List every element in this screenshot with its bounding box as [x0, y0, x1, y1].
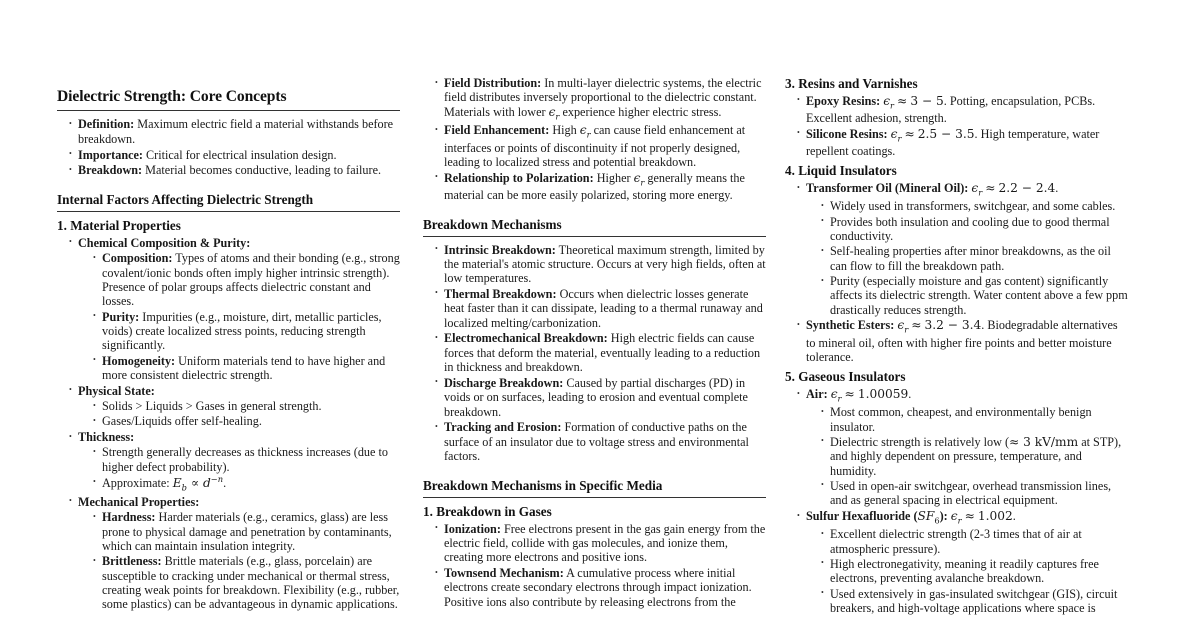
item-label: Relationship to Polarization:	[444, 170, 594, 185]
resins-list	[785, 94, 1128, 159]
item-text: Critical for electrical insulation design.	[142, 147, 337, 162]
item-text: Maximum electric field a material withstands before breakdown.	[78, 117, 394, 146]
item-text: Strength generally decreases as thickness increases (due to higher defect probability).	[102, 445, 388, 474]
list-item	[821, 557, 1128, 586]
list-item	[821, 274, 1128, 317]
material-properties-list	[57, 236, 400, 612]
chemical-composition-sublist	[78, 251, 400, 382]
list-item	[821, 199, 1128, 213]
item-text: Formation of conductive paths on the surface of an insulator due to voltage stress and environmental factors.	[444, 420, 749, 464]
item-text: Approximate:	[102, 476, 173, 491]
gas-breakdown-list	[423, 522, 766, 609]
list-item	[69, 117, 400, 146]
value-range: 2.5 − 3.5	[917, 126, 975, 141]
item-text-post: can cause field enhancement at interfaces or points of discontinuity if not properly designed, leading to localized stress and potential breakdown.	[444, 123, 746, 169]
list-item	[435, 76, 766, 122]
item-text: Widely used in transformers, switchgear, and some cables.	[830, 199, 1116, 214]
subsection-resins-varnishes: 3. Resins and Varnishes	[785, 76, 918, 91]
item-label: Homogeneity:	[102, 353, 176, 368]
physical-state-sublist	[78, 399, 400, 429]
list-item	[797, 509, 1128, 615]
item-label: Physical State:	[78, 383, 155, 398]
mechanical-properties-sublist	[78, 510, 400, 611]
item-text: A cumulative process where initial electrons create secondary electrons through impact ionization. Positive ions also contribute by releasing electrons from the	[444, 566, 752, 609]
section-rule	[423, 236, 766, 237]
item-text: Types of atoms and their bonding (e.g., strong covalent/ionic bonds often imply higher intrinsic strength). Presence of polar groups affects dielectric constant and losses.	[102, 251, 400, 309]
symbol-epsilon-r: $\epsilon_r$	[971, 181, 983, 198]
list-item	[69, 163, 400, 177]
list-item	[69, 430, 400, 493]
section-heading-specific-media: Breakdown Mechanisms in Specific Media	[423, 477, 663, 493]
subsection-breakdown-in-gases: 1. Breakdown in Gases	[423, 503, 552, 519]
list-item	[797, 387, 1128, 507]
item-label: Epoxy Resins:	[806, 93, 881, 108]
item-text-post: experience higher electric stress.	[559, 104, 722, 119]
list-item	[93, 354, 400, 383]
formula-sf6: $SF_6$	[917, 509, 940, 526]
item-text: . Potting, encapsulation, PCBs. Excellent adhesion, strength.	[806, 93, 1096, 126]
item-text-mid: at STP), and highly dependent on pressure, temperature, and humidity.	[830, 434, 1122, 478]
subsection-gaseous-insulators: 5. Gaseous Insulators	[785, 369, 906, 385]
item-label: Thermal Breakdown:	[444, 286, 557, 301]
item-label: Silicone Resins:	[806, 126, 888, 141]
item-label: Thickness:	[78, 430, 135, 445]
item-text: Purity (especially moisture and gas content) significantly affects its dielectric strength. Water content above a few ppm drastically reduces strength.	[830, 274, 1128, 317]
list-item	[797, 94, 1128, 126]
item-text-pre: In multi-layer dielectric systems, the electric field distributes inversely proportional to the dielectric constant. Materials with lower	[444, 76, 762, 119]
item-label-pre: Sulfur Hexafluoride (	[806, 509, 918, 524]
item-text-tail: .	[908, 387, 912, 402]
item-text: Occurs when dielectric losses generate heat faster than it can dissipate, leading to a thermal runaway and localized melting/carbonization.	[444, 286, 763, 330]
value-range: 3 − 5	[910, 93, 944, 108]
symbol-epsilon-r: $\epsilon_r$	[890, 126, 902, 144]
item-label: Intrinsic Breakdown:	[444, 242, 556, 257]
item-label: Air:	[806, 387, 828, 402]
list-item	[821, 435, 1128, 478]
list-item	[435, 287, 766, 330]
item-text-pre: High	[549, 123, 580, 138]
section-heading-internal-factors: Internal Factors Affecting Dielectric Strength	[57, 192, 314, 208]
item-label: Hardness:	[102, 510, 156, 525]
symbol-epsilon-r: $\epsilon_r$	[633, 170, 645, 188]
item-text: Solids > Liquids > Gases in general strength.	[102, 399, 322, 413]
list-item	[93, 399, 400, 413]
list-item	[435, 376, 766, 419]
item-label: Breakdown:	[78, 163, 143, 178]
relation-approx: ≈	[904, 126, 915, 141]
item-label: Tracking and Erosion:	[444, 420, 562, 435]
core-concepts-list	[57, 117, 400, 177]
relation-approx: ≈	[897, 93, 908, 108]
list-item	[93, 251, 400, 308]
list-item	[93, 510, 400, 553]
list-item	[435, 171, 766, 203]
list-item	[435, 522, 766, 565]
subsection-liquid-insulators: 4. Liquid Insulators	[785, 163, 897, 179]
list-item	[435, 331, 766, 374]
relation-approx: ≈	[985, 181, 996, 196]
list-item	[435, 123, 766, 169]
list-item	[69, 495, 400, 612]
list-item	[69, 384, 400, 429]
item-text: Harder materials (e.g., ceramics, glass) are less prone to physical damage and penetration by contaminants, which can maintain insulation integrity.	[102, 510, 392, 553]
item-text: Gases/Liquids offer self-healing.	[102, 414, 262, 429]
transformer-oil-sublist	[806, 199, 1128, 317]
list-item	[93, 414, 400, 428]
list-item	[797, 127, 1128, 159]
item-label: Composition:	[102, 251, 173, 266]
item-text: . Biodegradable alternatives to mineral oil, often with higher fire points and better moisture tolerance.	[806, 318, 1118, 364]
column-3	[785, 0, 1128, 626]
list-item	[435, 566, 766, 609]
column-2	[423, 0, 766, 626]
sf6-sublist	[806, 527, 1128, 615]
item-label: Mechanical Properties:	[78, 494, 200, 509]
item-label: Definition:	[78, 117, 135, 132]
symbol-epsilon-r: $\epsilon_r$	[830, 387, 842, 404]
item-text: Brittle materials (e.g., glass, porcelain) are susceptible to cracking under mechanical or thermal stress, creating weak points for breakdown. Flexibility (e.g., rubber, some plastics) can be advantageous in dynamic applications.	[102, 554, 400, 612]
item-text: Used in open-air switchgear, overhead transmission lines, and as general spacing in electrical equipment.	[830, 478, 1112, 508]
item-text: Free electrons present in the gas gain energy from the electric field, collide with gas molecules, and ionize them, creating more electrons and positive ions.	[444, 521, 766, 565]
list-item	[821, 479, 1128, 508]
item-text-tail: .	[223, 476, 227, 491]
item-text: Provides both insulation and cooling due to good thermal conductivity.	[830, 214, 1110, 244]
item-text: High electronegativity, meaning it readily captures free electrons, preventing avalanche breakdown.	[830, 556, 1099, 586]
page-title: Dielectric Strength: Core Concepts	[57, 88, 287, 105]
item-label: Purity:	[102, 309, 140, 324]
relation-approx: ≈	[964, 509, 975, 524]
list-item	[821, 405, 1128, 434]
item-text: Material becomes conductive, leading to failure.	[142, 163, 382, 178]
symbol-epsilon-r: $\epsilon_r$	[579, 123, 591, 140]
section-rule	[423, 497, 766, 498]
spacer	[57, 179, 400, 192]
value-range: 3.2 − 3.4	[924, 318, 982, 333]
item-text-tail: .	[1055, 181, 1059, 196]
relation-approx: ≈	[844, 387, 855, 402]
symbol-epsilon-r: $\epsilon_r$	[548, 104, 560, 122]
item-text: Caused by partial discharges (PD) in voids or on surfaces, leading to erosion and eventual complete breakdown.	[444, 375, 748, 419]
breakdown-mechanisms-list	[423, 243, 766, 464]
item-text: . High temperature, water repellent coatings.	[806, 126, 1100, 159]
title-rule	[57, 110, 400, 111]
item-label: Electromechanical Breakdown:	[444, 331, 608, 346]
spacer	[423, 465, 766, 478]
list-item	[821, 244, 1128, 273]
list-item	[93, 554, 400, 611]
list-item	[93, 475, 400, 493]
value: 1.00059	[857, 387, 909, 402]
item-label: Synthetic Esters:	[806, 318, 895, 333]
item-label: Field Enhancement:	[444, 123, 550, 138]
list-item	[797, 181, 1128, 317]
symbol-epsilon-r: $\epsilon_r$	[883, 93, 894, 111]
list-item	[821, 215, 1128, 244]
list-item	[821, 527, 1128, 556]
section-rule	[57, 211, 400, 212]
gaseous-insulators-list	[785, 387, 1128, 615]
item-text-tail: .	[1012, 509, 1016, 524]
spacer	[423, 204, 766, 217]
list-item	[93, 310, 400, 353]
formula-eb-proportional-d: $E_b \propto d^{-n}$	[172, 474, 224, 493]
formula-breakdown-field-air: ≈ 3 kV/mm	[1009, 434, 1079, 449]
item-text: Self-healing properties after minor breakdowns, as the oil can flow to fill the breakdown path.	[830, 244, 1111, 273]
air-sublist	[806, 405, 1128, 507]
item-label: Ionization:	[444, 521, 501, 536]
item-label: Townsend Mechanism:	[444, 566, 564, 581]
item-text: Excellent dielectric strength (2-3 times that of air at atmospheric pressure).	[830, 527, 1082, 556]
value: 1.002	[977, 509, 1013, 524]
item-label: Discharge Breakdown:	[444, 375, 564, 390]
item-label: Chemical Composition & Purity:	[78, 235, 251, 250]
subsection-material-properties: 1. Material Properties	[57, 218, 181, 234]
liquid-insulators-list	[785, 181, 1128, 364]
item-text: Uniform materials tend to have higher and more consistent dielectric strength.	[102, 353, 386, 382]
symbol-epsilon-r: $\epsilon_r$	[950, 509, 962, 526]
item-label: Transformer Oil (Mineral Oil):	[806, 181, 969, 196]
item-label-post: ):	[939, 509, 948, 524]
column-1	[57, 0, 400, 626]
list-item	[821, 587, 1128, 616]
symbol-epsilon-r: $\epsilon_r$	[897, 318, 909, 335]
list-item	[435, 243, 766, 286]
item-label: Importance:	[78, 147, 143, 162]
list-item	[797, 318, 1128, 364]
list-item	[69, 236, 400, 382]
item-label: Field Distribution:	[444, 76, 542, 90]
list-item	[93, 445, 400, 474]
list-item	[435, 420, 766, 463]
item-text: High electric fields can cause forces that deform the material, eventually leading to a reduction in thickness and breakdown.	[444, 331, 761, 375]
permittivity-list	[423, 76, 766, 202]
item-text: Impurities (e.g., moisture, dirt, metallic particles, voids) create localized stress points, reducing strength significantly.	[102, 309, 382, 353]
list-item	[69, 148, 400, 162]
item-text: Most common, cheapest, and environmentally benign insulator.	[830, 405, 1092, 434]
value-range: 2.2 − 2.4	[998, 181, 1056, 196]
item-text-post: generally means the material can be more easily polarized, storing more energy.	[444, 170, 745, 202]
item-text: Theoretical maximum strength, limited by the material's atomic structure. Occurs at very high fields, often at low temperatures.	[444, 242, 766, 286]
thickness-sublist	[78, 445, 400, 493]
item-label: Brittleness:	[102, 554, 162, 569]
relation-approx: ≈	[911, 318, 922, 333]
item-text: Used extensively in gas-insulated switchgear (GIS), circuit breakers, and high-voltage applications where space is	[830, 586, 1118, 615]
section-heading-breakdown-mechanisms: Breakdown Mechanisms	[423, 216, 562, 232]
item-text-pre: Dielectric strength is relatively low (	[830, 434, 1010, 449]
item-text-pre: Higher	[593, 170, 634, 185]
